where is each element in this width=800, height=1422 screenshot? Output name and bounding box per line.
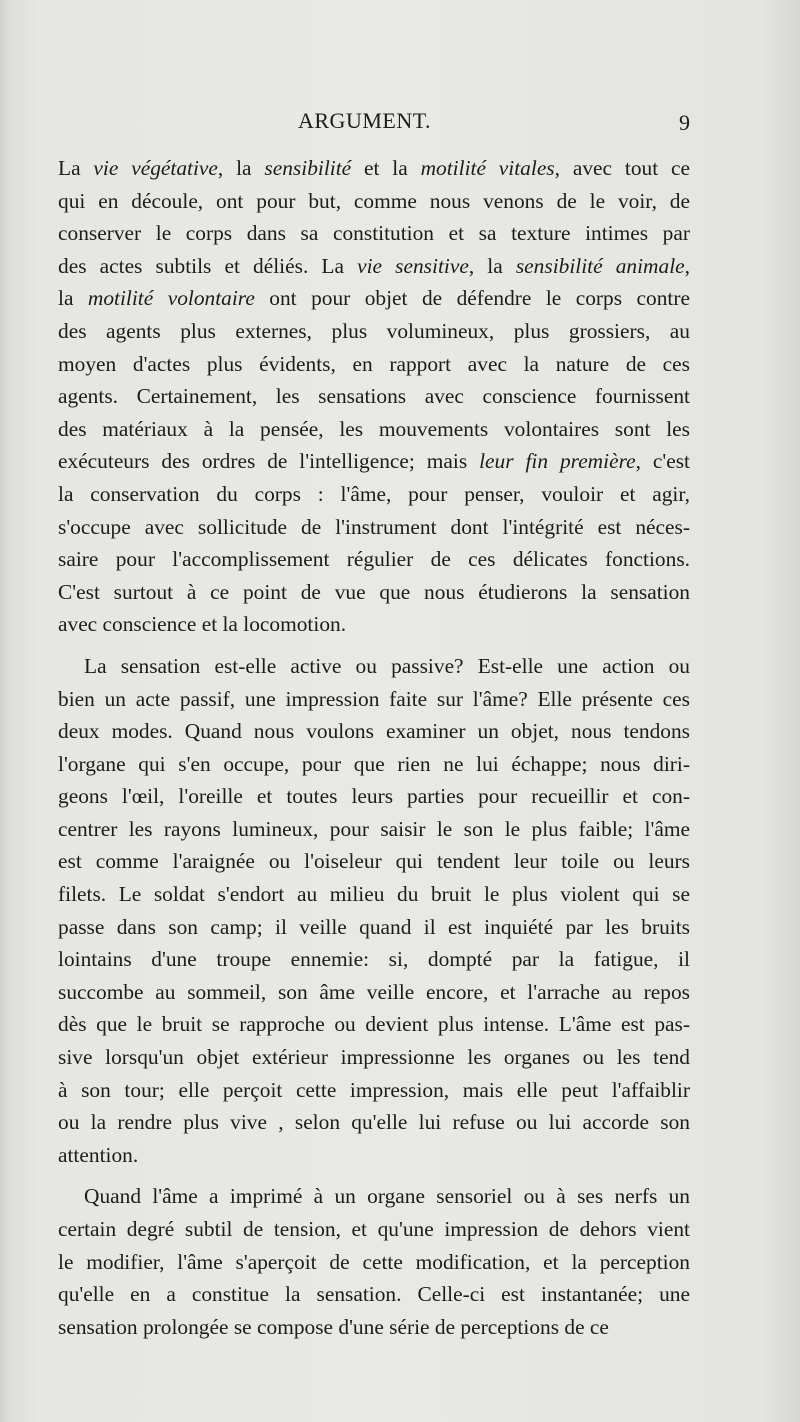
text-run: dès que le bruit se rapproche ou devient plus intense. L'âme est pas-	[58, 1012, 690, 1037]
text-run: lointains d'une troupe ennemie: si, dompté par la fatigue, il	[58, 947, 690, 972]
text-run: des agents plus externes, plus volumineux, plus grossiers, au	[58, 318, 690, 343]
text-line	[58, 478, 690, 511]
italic-run: vie sensitive	[357, 253, 469, 278]
text-line	[58, 217, 690, 250]
text-run: sive lorsqu'un objet extérieur impressionne les organes ou les tend	[58, 1045, 690, 1070]
text-run: agents. Certainement, les sensations avec conscience fournissent	[58, 384, 690, 409]
text-line	[58, 250, 690, 283]
text-line	[58, 1139, 690, 1172]
body-text	[58, 152, 690, 1352]
text-run: La	[58, 156, 94, 180]
text-run: passe dans son camp; il veille quand il est inquiété par les bruits	[58, 914, 690, 939]
text-run: la conservation du corps : l'âme, pour penser, vouloir et agir,	[58, 481, 690, 506]
text-run: exécuteurs des ordres de l'intelligence; mais	[58, 449, 480, 474]
text-run: , c'est	[635, 449, 690, 474]
text-line	[58, 1278, 690, 1311]
page-header	[58, 108, 690, 142]
text-line	[58, 943, 690, 976]
text-run: conserver le corps dans sa constitution et sa texture intimes par	[58, 221, 690, 246]
italic-run: motilité vitales	[420, 156, 555, 180]
text-run: des matériaux à la pensée, les mouvements volontaires sont les	[58, 416, 690, 441]
text-run: la	[58, 286, 88, 311]
text-run: s'occupe avec sollicitude de l'instrument dont l'intégrité est néces-	[58, 514, 690, 539]
text-line	[58, 152, 690, 185]
text-line	[58, 608, 690, 641]
text-line	[58, 185, 690, 218]
text-run: , la	[217, 156, 265, 180]
italic-run: leur fin première	[479, 449, 636, 474]
text-line	[58, 380, 690, 413]
text-run: sensation prolongée se compose d'une série de perceptions de ce	[58, 1314, 609, 1339]
text-line	[58, 348, 690, 381]
text-run: geons l'œil, l'oreille et toutes leurs parties pour recueillir et con-	[58, 784, 690, 809]
text-run: centrer les rayons lumineux, pour saisir le son le plus faible; l'âme	[58, 816, 690, 841]
text-line	[58, 1041, 690, 1074]
text-run: saire pour l'accomplissement régulier de ces délicates fonctions.	[58, 547, 690, 572]
text-line	[58, 1074, 690, 1107]
paragraph	[58, 650, 690, 1172]
text-run: qui en découle, ont pour but, comme nous venons de le voir, de	[58, 188, 690, 213]
text-line	[58, 282, 690, 315]
text-run: , avec tout ce	[554, 156, 690, 180]
paragraph	[58, 152, 690, 641]
text-run: moyen d'actes plus évidents, en rapport avec la nature de ces	[58, 351, 690, 376]
text-line	[58, 813, 690, 846]
text-line	[58, 845, 690, 878]
text-line	[58, 1246, 690, 1279]
text-run: deux modes. Quand nous voulons examiner un objet, nous tendons	[58, 719, 690, 744]
text-line	[58, 543, 690, 576]
text-run: le modifier, l'âme s'aperçoit de cette modification, et la perception	[58, 1249, 690, 1274]
text-run: C'est surtout à ce point de vue que nous étudierons la sensation	[58, 579, 690, 604]
text-line	[58, 911, 690, 944]
italic-run: vie végétative	[93, 156, 218, 180]
text-run: l'organe qui s'en occupe, pour que rien ne lui échappe; nous diri-	[58, 751, 690, 776]
text-run: Quand l'âme a imprimé à un organe sensoriel ou à ses nerfs un	[84, 1184, 690, 1209]
italic-run: sensibilité animale	[515, 253, 685, 278]
text-line	[58, 445, 690, 478]
italic-run: motilité volontaire	[87, 286, 255, 311]
text-line	[58, 715, 690, 748]
text-run: des actes subtils et déliés. La	[58, 253, 358, 278]
text-run: à son tour; elle perçoit cette impression, mais elle peut l'affaiblir	[58, 1077, 690, 1102]
text-line	[58, 413, 690, 446]
text-line	[58, 511, 690, 544]
text-line	[58, 1311, 690, 1344]
text-run: avec conscience et la locomotion.	[58, 612, 347, 637]
italic-run: sensibilité	[264, 156, 352, 180]
text-run: ont pour objet de défendre le corps contre	[254, 286, 690, 311]
text-line	[58, 748, 690, 781]
text-run: ,	[684, 253, 690, 278]
text-run: bien un acte passif, une impression faite sur l'âme? Elle présente ces	[58, 686, 690, 711]
text-run: qu'elle en a constitue la sensation. Celle-ci est instantanée; une	[58, 1282, 690, 1307]
text-run: succombe au sommeil, son âme veille encore, et l'arrache au repos	[58, 979, 690, 1004]
text-line	[58, 878, 690, 911]
text-line	[58, 976, 690, 1009]
text-run: , la	[468, 253, 516, 278]
text-line	[58, 315, 690, 348]
text-line	[58, 780, 690, 813]
text-line	[58, 683, 690, 716]
text-run: attention.	[58, 1142, 139, 1167]
text-line	[58, 1213, 690, 1246]
text-run: certain degré subtil de tension, et qu'une impression de dehors vient	[58, 1217, 690, 1241]
text-line	[58, 1180, 690, 1213]
text-run: et la	[351, 156, 421, 180]
running-title: ARGUMENT.	[298, 108, 432, 133]
text-run: ou la rendre plus vive , selon qu'elle lui refuse ou lui accorde son	[58, 1110, 690, 1135]
text-run: filets. Le soldat s'endort au milieu du bruit le plus violent qui se	[58, 882, 690, 907]
text-line	[58, 650, 690, 683]
text-run: La sensation est-elle active ou passive? Est-elle une action ou	[84, 653, 690, 678]
text-run: est comme l'araignée ou l'oiseleur qui tendent leur toile ou leurs	[58, 849, 690, 874]
text-line	[58, 576, 690, 609]
text-line	[58, 1008, 690, 1041]
page-number: 9	[679, 110, 690, 135]
paragraph	[58, 1180, 690, 1343]
text-line	[58, 1106, 690, 1139]
